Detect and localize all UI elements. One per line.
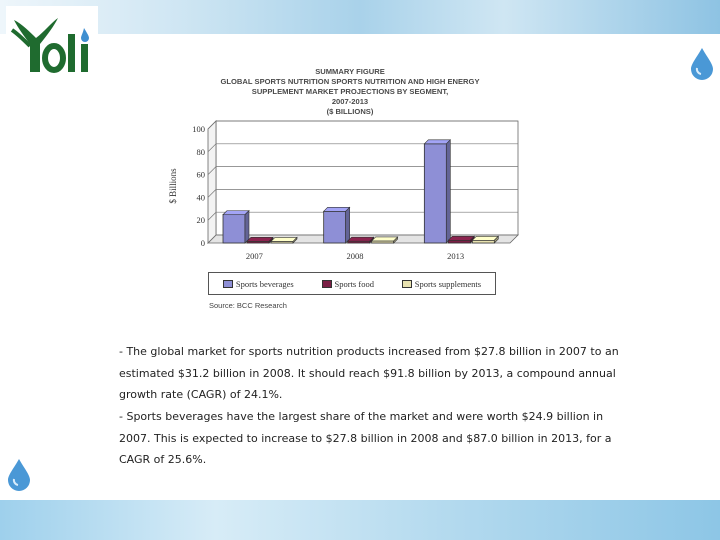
x-tick-label: 2013 [447,251,465,261]
bar-top [247,237,273,241]
legend-item [402,279,481,289]
water-header-band [0,0,720,34]
bar-top [324,207,350,211]
y-tick-label: 100 [192,124,205,134]
y-axis-label: $ Billions [168,168,178,204]
bar-side [446,140,450,243]
legend-label: Sports food [334,278,374,289]
chart-legend [208,272,496,295]
figure-source: Source: BCC Research [209,301,287,310]
figure-title-line: 2007-2013 [331,97,369,106]
bar-top [271,237,297,241]
bar-side [346,207,350,243]
figure-title-line: ($ BILLIONS) [326,107,374,116]
chart-back-wall [216,121,518,235]
legend-swatch [322,280,332,288]
legend-item [223,279,294,289]
y-tick-label: 0 [200,238,205,248]
water-drop-icon [689,46,715,80]
bar-top [223,211,249,215]
bar-top [348,237,374,241]
legend-label: Sports supplements [414,278,482,289]
figure-title-line: SUMMARY FIGURE [315,67,385,76]
legend-swatch [402,280,412,288]
x-tick-label: 2008 [346,251,364,261]
bar [223,215,245,243]
x-tick-label: 2007 [245,251,263,261]
bar-top [472,236,498,240]
bar [472,240,494,243]
bar [448,240,470,243]
bar-top [424,140,450,144]
bar-top [372,237,398,241]
bar-chart [160,120,530,265]
bar [424,144,446,243]
water-drop-icon [6,457,32,491]
bar-top [448,236,474,240]
yoli-logo [6,6,98,76]
chart-side-wall [208,121,216,243]
figure-title [200,67,500,117]
figure-title-line: GLOBAL SPORTS NUTRITION SPORTS NUTRITION AND HIGH ENERGY [220,77,480,86]
bar [372,241,394,243]
y-tick-label: 60 [196,169,205,180]
figure-title-line: SUPPLEMENT MARKET PROJECTIONS BY SEGMENT, [251,87,449,96]
body-paragraph: - The global market for sports nutrition products increased from $27.8 billion in 2007 to an estimated $31.2 billion in 2008. It should reach $91.8 billion by 2013, a compound annual growth rate (CAGR) of 24.1%. [119,345,619,401]
y-tick-label: 80 [196,146,205,157]
bar [324,211,346,243]
y-tick-label: 40 [196,192,205,203]
legend-item [322,279,374,289]
legend-swatch [223,280,233,288]
body-paragraph: - Sports beverages have the largest share of the market and were worth $24.9 billion in 2007. This is expected to increase to $27.8 billion in 2008 and $87.0 billion in 2013, for a CAGR of 25.6%. [119,410,612,466]
water-footer-band [0,500,720,540]
legend-label: Sports beverages [235,278,294,289]
bar-side [245,211,249,243]
y-tick-label: 20 [196,215,205,226]
